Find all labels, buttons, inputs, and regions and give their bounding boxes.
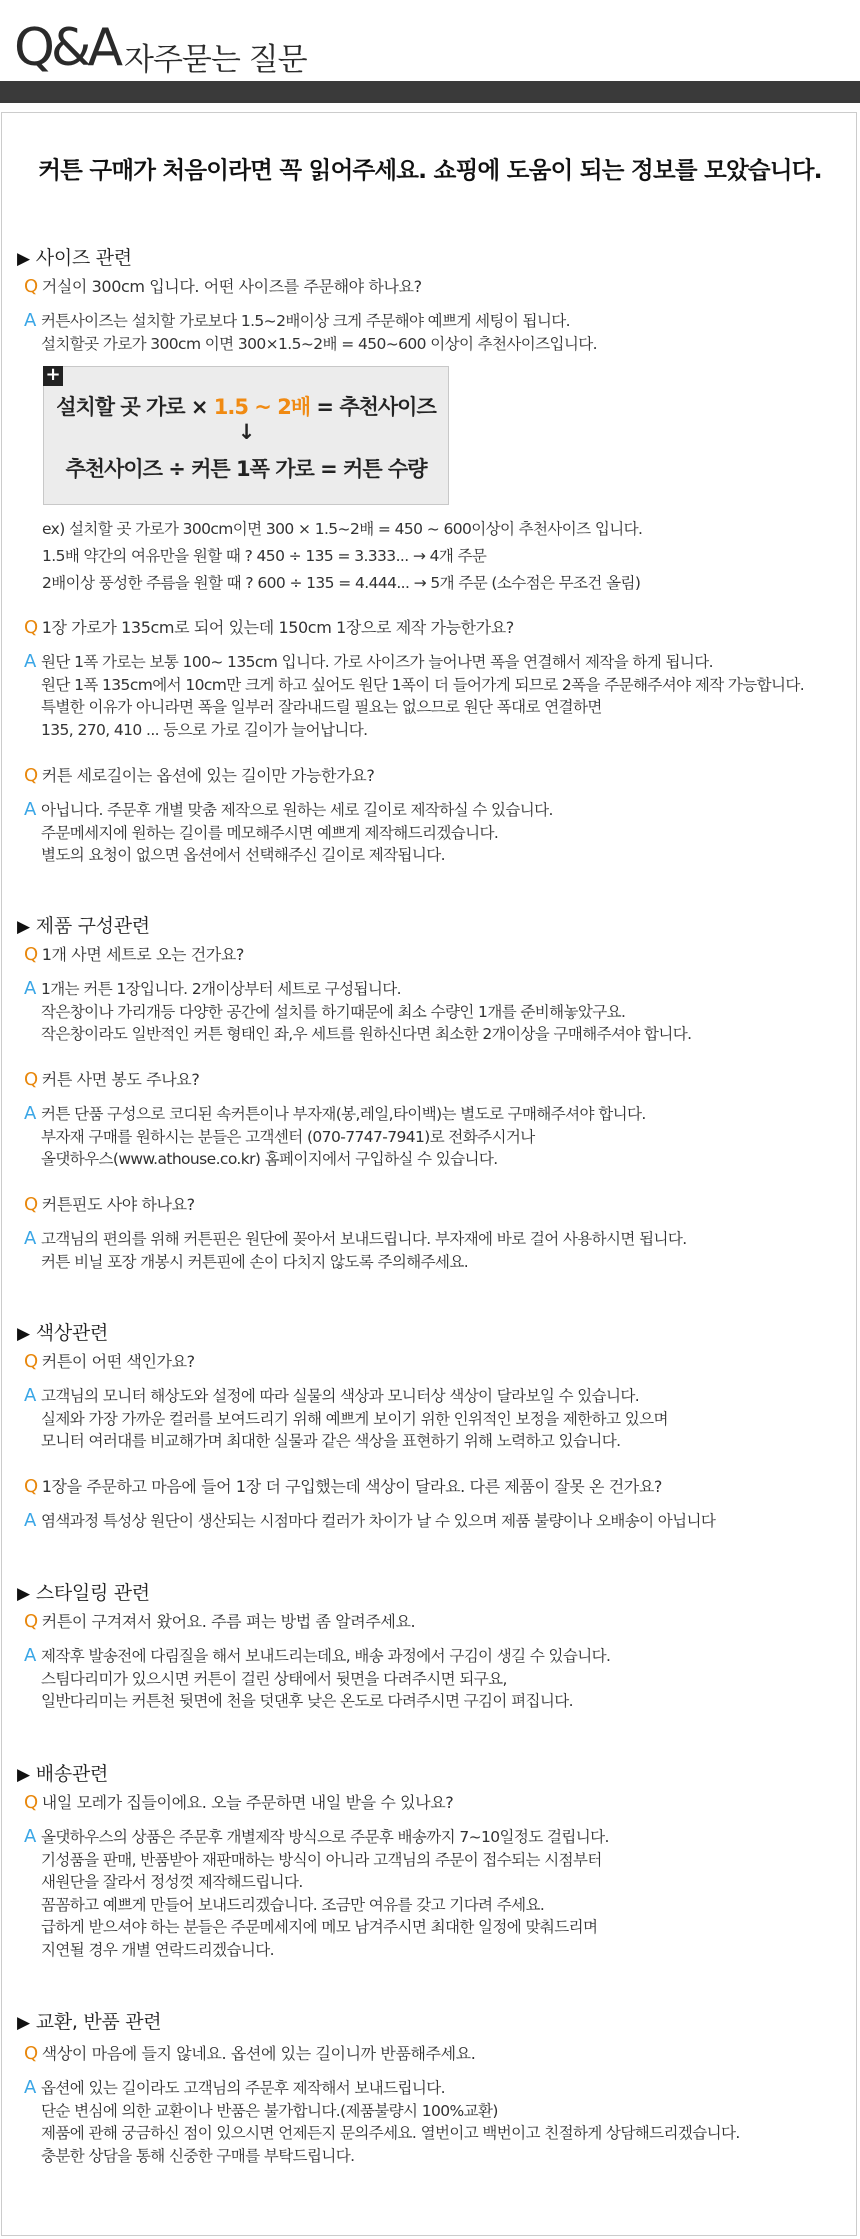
faq-answer: A 올댓하우스의 상품은 주문후 개별제작 방식으로 주문후 배송까지 7~10일정도 걸립니다. 기성품을 판매, 반품받아 재판매하는 방식이 아니라 고객님의 주문이 접수되는 시점부터 새원단을 잘라서 정성껏 제작해드립니다. 꼼꼼하고 예쁘게 만들어 보내드리겠습니다. 조금만 여유를 갖고 기다려 주세요. 급하게 받으셔야 하는 분들은 주문메세지에 메모 남겨주시면 최대한 일정에 맞춰드리며 지연될 경우 개별 연락드리겠습니다. (24, 1826, 609, 1959)
plus-icon: + (43, 366, 63, 386)
faq-answer: A 원단 1폭 가로는 보통 100~ 135cm 입니다. 가로 사이즈가 늘어나면 폭을 연결해서 제작을 하게 됩니다. 원단 1폭 135cm에서 10cm만 크게 하고 싶어도 원단 1폭이 더 들어가게 되므로 2폭을 주문해주셔야 제작 가능합니다. 특별한 이유가 아니라면 폭을 일부러 잘라내드릴 필요는 없으므로 원단 폭대로 연결하면 135, 270, 410 ... 등으로 가로 길이가 늘어납니다. (24, 651, 805, 739)
faq-answer: A 염색과정 특성상 원단이 생산되는 시점마다 컬러가 차이가 날 수 있으며 제품 불량이나 오배송이 아닙니다 (24, 1510, 716, 1531)
faq-answer: A 커튼사이즈는 설치할 가로보다 1.5~2배이상 크게 주문해야 예쁘게 세팅이 됩니다. 설치할곳 가로가 300cm 이면 300×1.5~2배 = 450~600 이상이 추천사이즈입니다. (24, 310, 597, 353)
question-marker: Q (24, 1194, 38, 1215)
faq-answer: A 고객님의 편의를 위해 커튼핀은 원단에 꽂아서 보내드립니다. 부자재에 바로 걸어 사용하시면 됩니다. 커튼 비닐 포장 개봉시 커튼핀에 손이 다치지 않도록 주의해주세요. (24, 1228, 687, 1271)
question-marker: Q (24, 1069, 38, 1090)
faq-question: Q 내일 모레가 집들이에요. 오늘 주문하면 내일 받을 수 있나요? (24, 1792, 454, 1813)
answer-marker: A (24, 799, 36, 820)
faq-answer: A 커튼 단품 구성으로 코디된 속커튼이나 부자재(봉,레일,타이백)는 별도로 구매해주셔야 합니다. 부자재 구매를 원하시는 분들은 고객센터 (070-7747-7941)로 전화주시거나 올댓하우스(www.athouse.co.kr) 홈페이지에서 구입하실 수 있습니다. (24, 1103, 646, 1168)
faq-question: Q 커튼이 어떤 색인가요? (24, 1351, 195, 1372)
section-heading-size: ▶ 사이즈 관련 (17, 247, 132, 269)
faq-question: Q 1장을 주문하고 마음에 들어 1장 더 구입했는데 색상이 달라요. 다른 제품이 잘못 온 건가요? (24, 1476, 662, 1497)
answer-marker: A (24, 1645, 36, 1666)
section-marker-icon: ▶ (17, 2013, 30, 2033)
question-marker: Q (24, 617, 38, 638)
answer-marker: A (24, 1826, 36, 1847)
answer-marker: A (24, 1385, 36, 1406)
intro-text: 커튼 구매가 처음이라면 꼭 읽어주세요. 쇼핑에 도움이 되는 정보를 모았습니다. (38, 156, 822, 184)
answer-marker: A (24, 1103, 36, 1124)
section-heading-product: ▶ 제품 구성관련 (17, 915, 150, 937)
answer-marker: A (24, 1510, 36, 1531)
question-marker: Q (24, 944, 38, 965)
faq-question: Q 색상이 마음에 들지 않네요. 옵션에 있는 길이니까 반품해주세요. (24, 2043, 476, 2064)
answer-marker: A (24, 310, 36, 331)
question-marker: Q (24, 1792, 38, 1813)
faq-answer: A 아닙니다. 주문후 개별 맞춤 제작으로 원하는 세로 길이로 제작하실 수 있습니다. 주문메세지에 원하는 길이를 메모해주시면 예쁘게 제작해드리겠습니다. 별도의 요청이 없으면 옵션에서 선택해주신 길이로 제작됩니다. (24, 799, 553, 864)
section-marker-icon: ▶ (17, 249, 30, 269)
section-heading-shipping: ▶ 배송관련 (17, 1763, 108, 1785)
answer-marker: A (24, 1228, 36, 1249)
faq-question: Q 커튼 세로길이는 옵션에 있는 길이만 가능한가요? (24, 765, 375, 786)
down-arrow-icon: ↓ (237, 420, 255, 444)
qa-logo: Q&A (14, 18, 120, 78)
formula-line-1: 설치할 곳 가로 × 1.5 ~ 2배 = 추천사이즈 (56, 395, 436, 419)
question-marker: Q (24, 1476, 38, 1497)
faq-answer: A 고객님의 모니터 해상도와 설정에 따라 실물의 색상과 모니터상 색상이 달라보일 수 있습니다. 실제와 가장 가까운 컬러를 보여드리기 위해 예쁘게 보이기 위한 인위적인 보정을 제한하고 있으며 모니터 여러대를 비교해가며 최대한 실물과 같은 색상을 표현하기 위해 노력하고 있습니다. (24, 1385, 668, 1450)
section-marker-icon: ▶ (17, 1324, 30, 1344)
section-heading-color: ▶ 색상관련 (17, 1322, 108, 1344)
section-marker-icon: ▶ (17, 917, 30, 937)
section-marker-icon: ▶ (17, 1765, 30, 1785)
size-formula-box (43, 366, 449, 505)
question-marker: Q (24, 1351, 38, 1372)
faq-question: Q 1장 가로가 135cm로 되어 있는데 150cm 1장으로 제작 가능한가요? (24, 617, 514, 638)
answer-marker: A (24, 2077, 36, 2098)
section-heading-styling: ▶ 스타일링 관련 (17, 1582, 150, 1604)
faq-answer: A 1개는 커튼 1장입니다. 2개이상부터 세트로 구성됩니다. 작은창이나 가리개등 다양한 공간에 설치를 하기때문에 최소 수량인 1개를 준비해놓았구요. 작은창이라도 일반적인 커튼 형태인 좌,우 세트를 원하신다면 최소한 2개이상을 구매해주셔야 합니다. (24, 978, 692, 1043)
page-header (0, 0, 860, 112)
question-marker: Q (24, 2043, 38, 2064)
size-example: ex) 설치할 곳 가로가 300cm이면 300 × 1.5~2배 = 450 ~ 600이상이 추천사이즈 입니다. 1.5배 약간의 여유만을 원할 때 ? 450 ÷ 135 = 3.333... → 4개 주문 2배이상 풍성한 주름을 원할 때 ? 600 ÷ 135 = 4.444... → 5개 주문 (소수점은 무조건 올림) (42, 520, 643, 592)
page-title: 자주묻는 질문 (124, 42, 307, 78)
faq-question: Q 커튼 사면 봉도 주나요? (24, 1069, 200, 1090)
faq-answer: A 옵션에 있는 길이라도 고객님의 주문후 제작해서 보내드립니다. 단순 변심에 의한 교환이나 반품은 불가합니다.(제품불량시 100%교환) 제품에 관해 궁금하신 점이 있으시면 언제든지 문의주세요. 열번이고 백번이고 친절하게 상담해드리겠습니다. 충분한 상담을 통해 신중한 구매를 부탁드립니다. (24, 2077, 740, 2165)
answer-marker: A (24, 978, 36, 999)
answer-marker: A (24, 651, 36, 672)
faq-answer: A 제작후 발송전에 다림질을 해서 보내드리는데요, 배송 과정에서 구김이 생길 수 있습니다. 스팀다리미가 있으시면 커튼이 걸린 상태에서 뒷면을 다려주시면 되구요, 일반다리미는 커튼천 뒷면에 천을 덧댄후 낮은 온도로 다려주시면 구김이 펴집니다. (24, 1645, 611, 1710)
faq-question: Q 커튼이 구겨져서 왔어요. 주름 펴는 방법 좀 알려주세요. (24, 1611, 416, 1632)
question-marker: Q (24, 276, 38, 297)
faq-question: Q 거실이 300cm 입니다. 어떤 사이즈를 주문해야 하나요? (24, 276, 422, 297)
question-marker: Q (24, 1611, 38, 1632)
faq-question: Q 커튼핀도 사야 하나요? (24, 1194, 195, 1215)
header-divider-bar (0, 81, 860, 103)
section-heading-returns: ▶ 교환, 반품 관련 (17, 2011, 162, 2033)
question-marker: Q (24, 765, 38, 786)
formula-line-2: 추천사이즈 ÷ 커튼 1폭 가로 = 커튼 수량 (65, 457, 427, 481)
faq-question: Q 1개 사면 세트로 오는 건가요? (24, 944, 245, 965)
section-marker-icon: ▶ (17, 1584, 30, 1604)
